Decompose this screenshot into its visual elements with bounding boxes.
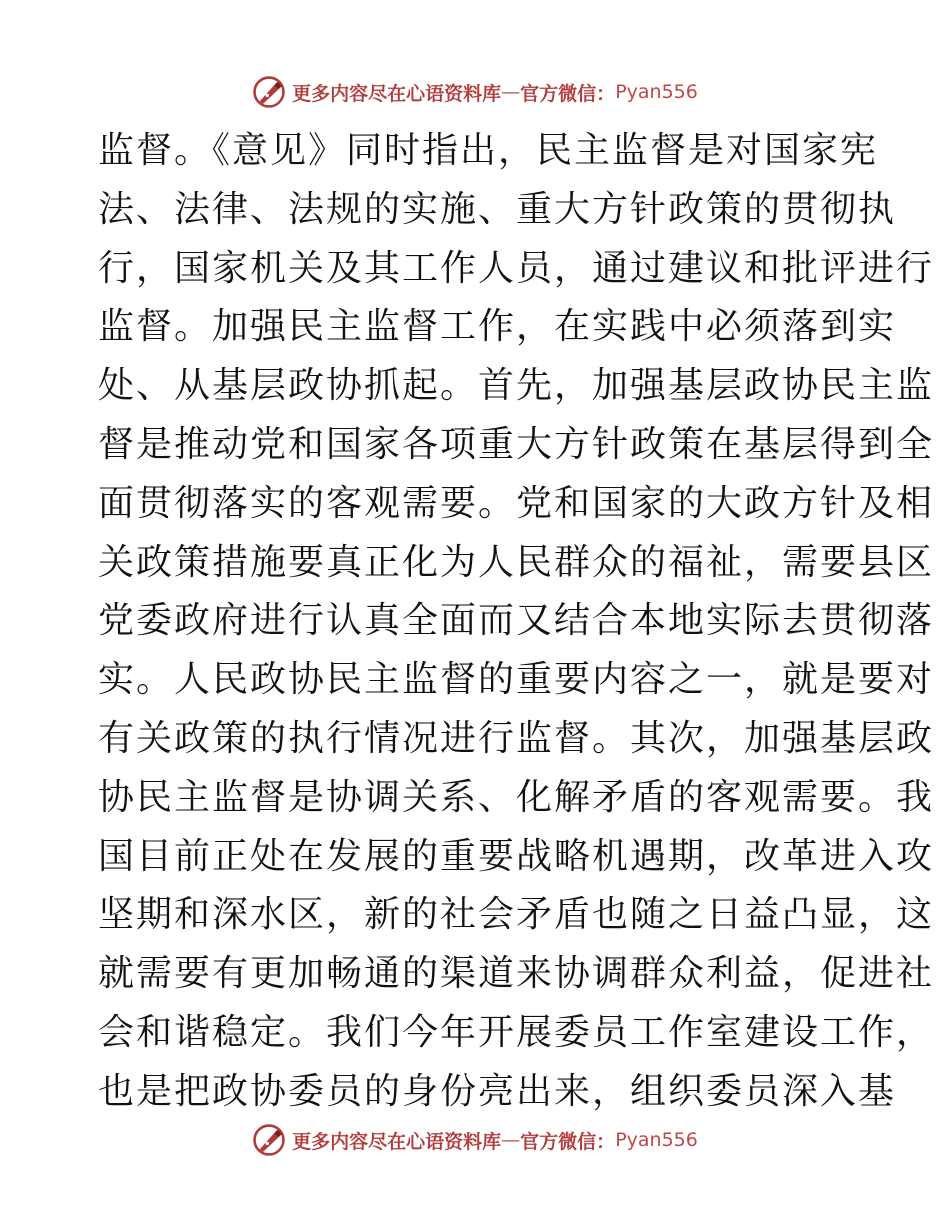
- footer-watermark: [0, 1120, 950, 1160]
- body-line: 国目前正处在发展的重要战略机遇期，改革进入攻: [98, 835, 935, 877]
- body-line: 关政策措施要真正化为人民群众的福祉，需要县区: [98, 541, 935, 583]
- body-line: 会和谐稳定。我们今年开展委员工作室建设工作，: [98, 1011, 935, 1053]
- body-line: 督是推动党和国家各项重大方针政策在基层得到全: [98, 423, 935, 465]
- body-line: 有关政策的执行情况进行监督。其次，加强基层政: [98, 717, 935, 759]
- watermark-separator: —: [501, 1129, 521, 1151]
- watermark-text: 更多内容尽在心语资料库: [292, 1130, 502, 1153]
- pen-logo-icon: [252, 75, 286, 109]
- watermark-id: Pyan556: [615, 1129, 698, 1151]
- document-body: [98, 122, 935, 1122]
- body-line: 就需要有更加畅通的渠道来协调群众利益，促进社: [98, 953, 935, 995]
- body-line: 也是把政协委员的身份亮出来，组织委员深入基: [98, 1070, 897, 1112]
- watermark-label: 官方微信：: [520, 82, 616, 105]
- body-line: 法、法律、法规的实施、重大方针政策的贯彻执: [98, 188, 897, 230]
- body-line: 处、从基层政协抓起。首先，加强基层政协民主监: [98, 365, 935, 407]
- watermark-text: 更多内容尽在心语资料库: [292, 82, 502, 105]
- body-line: 监督。加强民主监督工作，在实践中必须落到实: [98, 306, 897, 348]
- watermark-id: Pyan556: [615, 81, 698, 103]
- watermark-label: 官方微信：: [520, 1130, 616, 1153]
- body-line: 实。人民政协民主监督的重要内容之一，就是要对: [98, 659, 935, 701]
- body-line: 协民主监督是协调关系、化解矛盾的客观需要。我: [98, 776, 935, 818]
- pen-logo-icon: [252, 1123, 286, 1157]
- header-watermark: [0, 72, 950, 112]
- body-line: 坚期和深水区，新的社会矛盾也随之日益凸显，这: [98, 894, 935, 936]
- body-line: 行，国家机关及其工作人员，通过建议和批评进行: [98, 247, 935, 289]
- body-line: 党委政府进行认真全面而又结合本地实际去贯彻落: [98, 600, 935, 642]
- watermark-separator: —: [501, 81, 521, 103]
- body-line: 面贯彻落实的客观需要。党和国家的大政方针及相: [98, 482, 935, 524]
- body-line: 监督。《意见》同时指出，民主监督是对国家宪: [98, 130, 879, 171]
